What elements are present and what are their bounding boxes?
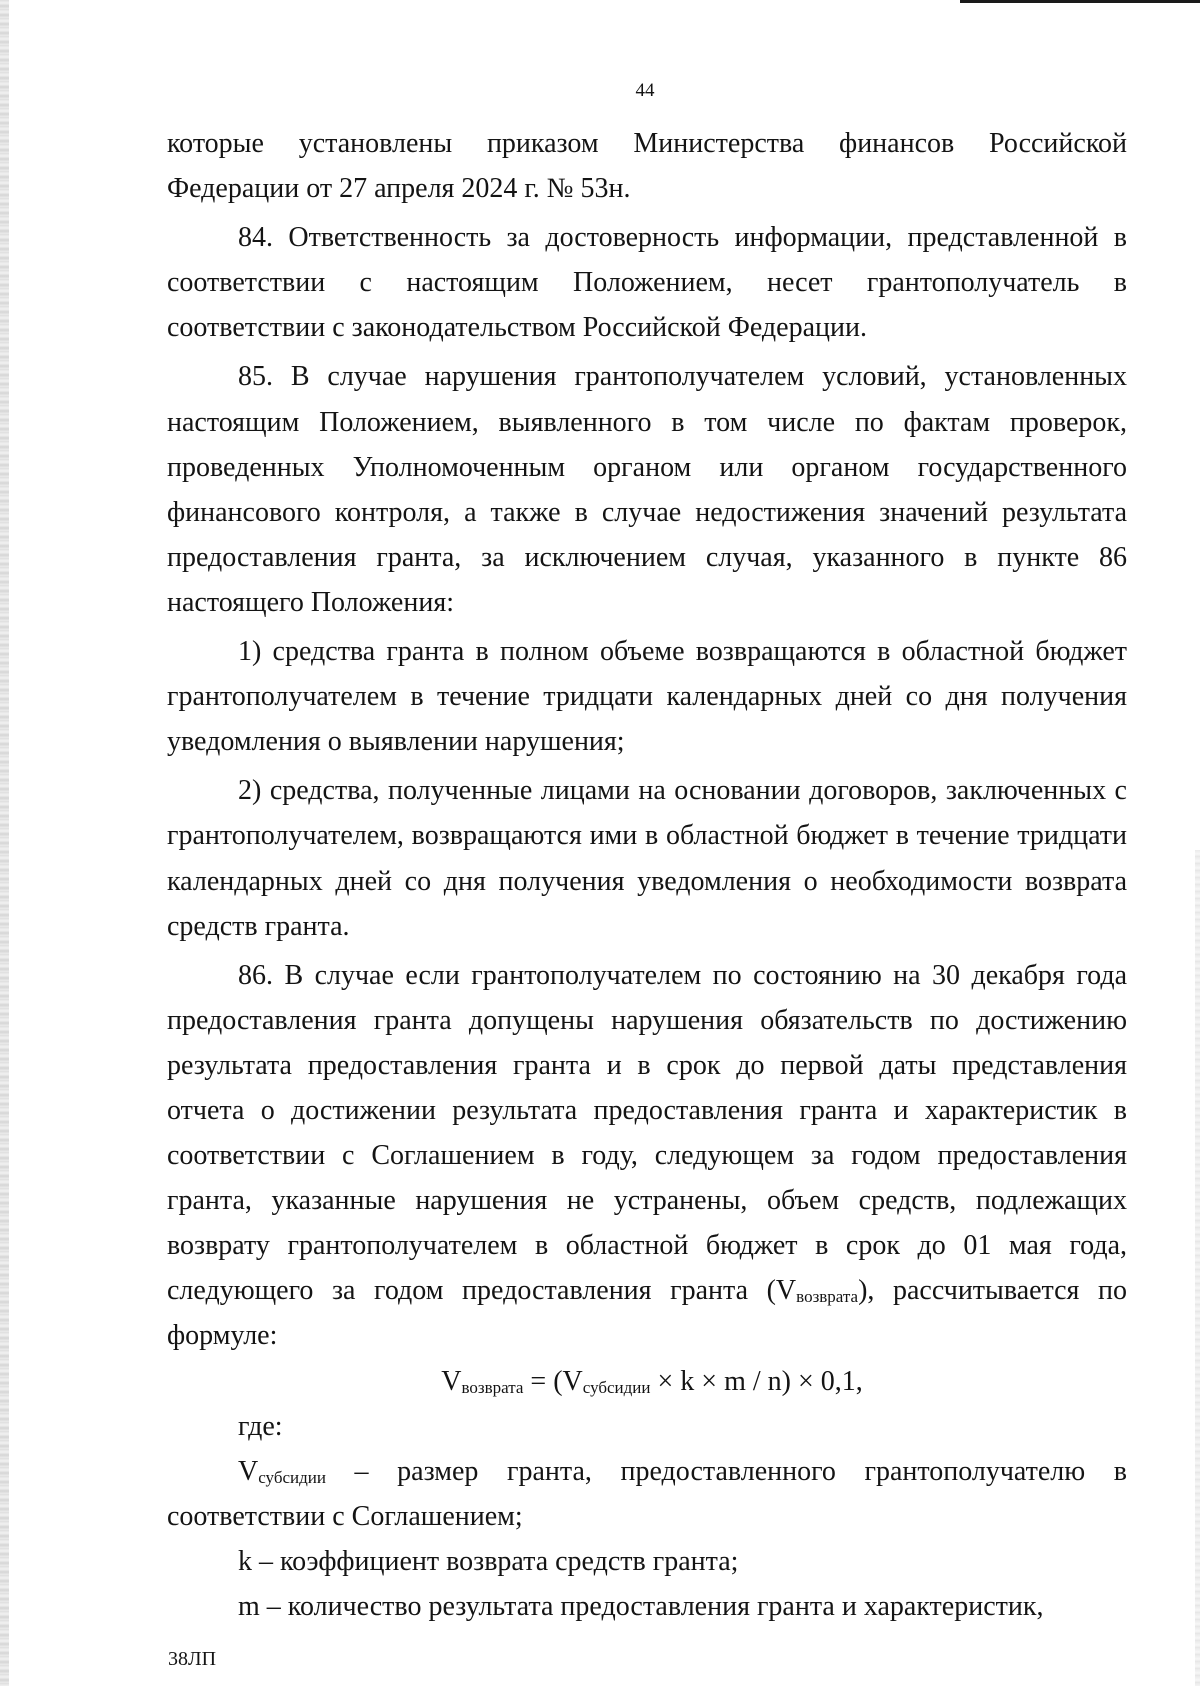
definition-m: m – количество результата предоставления гранта и характеристик, — [238, 1591, 1044, 1622]
definition-v-subsidy — [167, 1449, 1127, 1539]
document-body — [167, 121, 1127, 1629]
definition-v-subscript: субсидии — [258, 1467, 326, 1487]
where-label: где: — [238, 1410, 283, 1442]
formula-v: V — [441, 1365, 462, 1397]
paragraph-84: 84. Ответственность за достоверность информации, представленной в соответствии с настоящим Положением, несет грантополучатель в соответствии с законодательством Российской Федерации. — [167, 222, 1127, 344]
definition-k: k – коэффициент возврата средств гранта; — [238, 1545, 739, 1577]
formula — [167, 1359, 1127, 1404]
definition-v-symbol: V — [238, 1455, 259, 1487]
paragraph-85-item-1: 1) средства гранта в полном объеме возвращаются в областной бюджет грантополучателем в течение тридцати календарных дней со дня получения уведомления о выявлении нарушения; — [167, 636, 1127, 758]
paragraph-86-subscript: возврата — [796, 1287, 859, 1307]
paragraph-86-text: 86. В случае если грантополучателем по состоянию на 30 декабря года предоставления гранта допущены нарушения обязательств по достижению результата предоставления гранта и в срок до первой даты представления отчета о достижении результата предоставления гранта и характеристик в соответствии с Соглашением в году, следующем за годом предоставления гранта, указанные нарушения не устранены, объем средств, подлежащих возврату грантополучателем в областной бюджет в срок до 01 мая года, следующего за годом предоставления гранта (V — [167, 959, 1127, 1307]
scan-top-line — [960, 0, 1200, 3]
definition-v-text: – размер гранта, предоставленного грантополучателю в соответствии с Соглашением; — [167, 1455, 1127, 1532]
formula-rest: × k × m / n) × 0,1, — [650, 1365, 863, 1397]
page-number: 44 — [635, 80, 655, 101]
paragraph-85: 85. В случае нарушения грантополучателем условий, установленных настоящим Положением, выявленного в том числе по фактам проверок, проведенных Уполномоченным органом или органом государственного финансового контроля, а также в случае недостижения значений результата предоставления гранта, за исключением случая, указанного в пункте 86 настоящего Положения: — [167, 361, 1127, 618]
scan-edge-left — [0, 0, 9, 1686]
formula-sub-subsidy: субсидии — [582, 1377, 651, 1397]
scan-edge-right — [1195, 850, 1200, 1686]
paragraph-85-item-2: 2) средства, полученные лицами на основании договоров, заключенных с грантополучателем, возвращаются ими в областной бюджет в течение тридцати календарных дней со дня получения уведомления о необходимости возврата средств гранта. — [167, 775, 1127, 942]
formula-sub-return: возврата — [461, 1377, 524, 1397]
formula-eq: = (V — [523, 1365, 583, 1397]
paragraph-86-tail: ), рассчитывается по формуле: — [167, 1275, 1127, 1352]
paragraph-86 — [167, 953, 1127, 1359]
footer-code: 38ЛП — [168, 1648, 217, 1670]
paragraph-continuation: которые установлены приказом Министерства финансов Российской Федерации от 27 апреля 2024 г. № 53н. — [167, 128, 1127, 205]
